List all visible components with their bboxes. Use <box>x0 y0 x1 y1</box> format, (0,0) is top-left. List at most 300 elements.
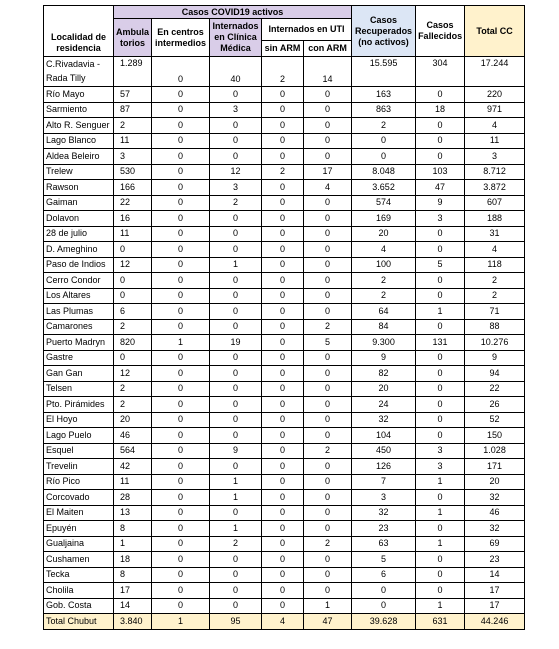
table-row <box>44 490 525 506</box>
total-cc-cell: 220 <box>465 87 525 103</box>
recovered-cell: 2 <box>352 273 416 289</box>
uti-sin-arm-cell: 0 <box>262 397 304 413</box>
deceased-cell: 3 <box>416 459 465 475</box>
deceased-cell: 1 <box>416 304 465 320</box>
deceased-cell: 0 <box>416 133 465 149</box>
deceased-cell: 0 <box>416 149 465 165</box>
intermediate-centers-cell: 0 <box>152 242 210 258</box>
total-cc-cell: 1.028 <box>465 443 525 459</box>
total-cc-cell: 150 <box>465 428 525 444</box>
clinic-cell: 95 <box>210 614 262 630</box>
deceased-cell: 0 <box>416 552 465 568</box>
deceased-cell: 0 <box>416 397 465 413</box>
uti-sin-arm-cell: 0 <box>262 149 304 165</box>
deceased-cell: 1 <box>416 536 465 552</box>
locality-name: El Hoyo <box>44 412 114 428</box>
ambulatory-cell: 11 <box>114 226 152 242</box>
uti-sin-arm-cell: 0 <box>262 552 304 568</box>
ambulatory-cell: 22 <box>114 195 152 211</box>
locality-name: Gaiman <box>44 195 114 211</box>
locality-name: Paso de Indios <box>44 257 114 273</box>
uti-con-arm-cell: 0 <box>304 521 352 537</box>
recovered-cell: 20 <box>352 381 416 397</box>
table-row <box>44 521 525 537</box>
recovered-cell: 2 <box>352 288 416 304</box>
intermediate-centers-cell: 0 <box>152 598 210 614</box>
total-cc-cell: 10.276 <box>465 335 525 351</box>
deceased-cell: 0 <box>416 428 465 444</box>
clinic-cell: 0 <box>210 366 262 382</box>
clinic-cell: 0 <box>210 583 262 599</box>
uti-con-arm-cell: 0 <box>304 583 352 599</box>
recovered-cell: 84 <box>352 319 416 335</box>
locality-name: Pto. Pirámides <box>44 397 114 413</box>
ambulatory-cell: 46 <box>114 428 152 444</box>
total-cc-cell: 11 <box>465 133 525 149</box>
deceased-cell: 1 <box>416 474 465 490</box>
deceased-cell: 3 <box>416 211 465 227</box>
ambulatory-cell: 12 <box>114 366 152 382</box>
recovered-cell: 24 <box>352 397 416 413</box>
uti-sin-arm-header: sin ARM <box>262 41 304 57</box>
uti-sin-arm-cell: 0 <box>262 288 304 304</box>
table-row <box>44 242 525 258</box>
uti-sin-arm-cell: 0 <box>262 133 304 149</box>
locality-name: Telsen <box>44 381 114 397</box>
uti-sin-arm-cell: 0 <box>262 257 304 273</box>
clinic-cell: 0 <box>210 149 262 165</box>
uti-sin-arm-cell: 0 <box>262 381 304 397</box>
uti-sin-arm-cell: 0 <box>262 195 304 211</box>
uti-con-arm-cell: 0 <box>304 490 352 506</box>
uti-sin-arm-cell: 0 <box>262 490 304 506</box>
table-row <box>44 149 525 165</box>
recovered-cell: 4 <box>352 242 416 258</box>
table-header <box>44 6 525 57</box>
clinic-cell: 0 <box>210 288 262 304</box>
clinic-cell: 0 <box>210 381 262 397</box>
ambulatory-cell: 2 <box>114 118 152 134</box>
ambulatory-cell: 2 <box>114 397 152 413</box>
locality-name: Trelew <box>44 164 114 180</box>
recovered-cell: 0 <box>352 149 416 165</box>
locality-name: Los Altares <box>44 288 114 304</box>
recovered-cell: 9.300 <box>352 335 416 351</box>
deceased-cell: 9 <box>416 195 465 211</box>
intermediate-centers-cell: 0 <box>152 552 210 568</box>
ambulatory-cell: 530 <box>114 164 152 180</box>
total-cc-cell: 32 <box>465 490 525 506</box>
clinic-cell: 3 <box>210 102 262 118</box>
uti-con-arm-cell: 0 <box>304 428 352 444</box>
ambulatory-cell: 1.289 <box>114 57 152 87</box>
recovered-cell: 169 <box>352 211 416 227</box>
uti-sin-arm-cell: 0 <box>262 211 304 227</box>
clinic-cell: 0 <box>210 397 262 413</box>
table-row <box>44 319 525 335</box>
deceased-cell: 0 <box>416 412 465 428</box>
deceased-cell: 3 <box>416 443 465 459</box>
intermediate-centers-cell: 0 <box>152 118 210 134</box>
uti-sin-arm-cell: 0 <box>262 87 304 103</box>
recovered-cell: 63 <box>352 536 416 552</box>
uti-con-arm-cell: 0 <box>304 397 352 413</box>
deceased-cell: 1 <box>416 598 465 614</box>
recovered-cell: 5 <box>352 552 416 568</box>
ambulatory-cell: 17 <box>114 583 152 599</box>
covid-cases-table <box>43 5 525 630</box>
active-cases-group-header: Casos COVID19 activos <box>114 6 352 19</box>
deceased-cell: 1 <box>416 505 465 521</box>
total-cc-cell: 17 <box>465 598 525 614</box>
ambulatory-cell: 3 <box>114 149 152 165</box>
uti-sin-arm-cell: 0 <box>262 521 304 537</box>
deceased-cell: 0 <box>416 288 465 304</box>
recovered-cell: 0 <box>352 133 416 149</box>
recovered-cell: 32 <box>352 505 416 521</box>
ambulatory-cell: 28 <box>114 490 152 506</box>
deceased-cell: 0 <box>416 381 465 397</box>
clinic-cell: 0 <box>210 505 262 521</box>
clinic-cell: 0 <box>210 226 262 242</box>
uti-sin-arm-cell: 0 <box>262 583 304 599</box>
table-row <box>44 273 525 289</box>
uti-con-arm-cell: 0 <box>304 474 352 490</box>
clinic-cell: 0 <box>210 242 262 258</box>
clinic-cell: 3 <box>210 180 262 196</box>
table-row <box>44 474 525 490</box>
uti-con-arm-cell: 0 <box>304 552 352 568</box>
uti-sin-arm-cell: 0 <box>262 428 304 444</box>
recovered-cell: 20 <box>352 226 416 242</box>
locality-name: Puerto Madryn <box>44 335 114 351</box>
ambulatory-cell: 16 <box>114 211 152 227</box>
intermediate-centers-cell: 0 <box>152 397 210 413</box>
clinic-cell: 0 <box>210 133 262 149</box>
ambulatory-cell: 2 <box>114 319 152 335</box>
clinic-cell: 2 <box>210 195 262 211</box>
table-row <box>44 335 525 351</box>
total-cc-cell: 4 <box>465 242 525 258</box>
uti-sin-arm-cell: 2 <box>262 57 304 87</box>
clinic-cell: 0 <box>210 350 262 366</box>
total-cc-cell: 3.872 <box>465 180 525 196</box>
recovered-cell: 450 <box>352 443 416 459</box>
total-cc-cell: 22 <box>465 381 525 397</box>
uti-sin-arm-cell: 0 <box>262 118 304 134</box>
uti-con-arm-cell: 0 <box>304 567 352 583</box>
table-body <box>44 57 525 630</box>
uti-group-header: Internados en UTI <box>262 19 352 41</box>
total-cc-cell: 171 <box>465 459 525 475</box>
locality-name: Las Plumas <box>44 304 114 320</box>
recovered-cell: 39.628 <box>352 614 416 630</box>
locality-name: Gastre <box>44 350 114 366</box>
uti-con-arm-cell: 1 <box>304 598 352 614</box>
clinic-cell: 0 <box>210 459 262 475</box>
deceased-cell: 0 <box>416 521 465 537</box>
table-row <box>44 536 525 552</box>
deceased-cell: 131 <box>416 335 465 351</box>
uti-con-arm-cell: 0 <box>304 505 352 521</box>
uti-con-arm-cell: 0 <box>304 304 352 320</box>
ambulatory-cell: 2 <box>114 381 152 397</box>
recovered-cell: 6 <box>352 567 416 583</box>
uti-con-arm-cell: 0 <box>304 459 352 475</box>
clinic-cell: 1 <box>210 490 262 506</box>
recovered-cell: 7 <box>352 474 416 490</box>
ambulatory-cell: 57 <box>114 87 152 103</box>
total-cc-cell: 971 <box>465 102 525 118</box>
uti-con-arm-cell: 0 <box>304 195 352 211</box>
locality-name: Gob. Costa <box>44 598 114 614</box>
locality-name: Rawson <box>44 180 114 196</box>
locality-name: Trevelin <box>44 459 114 475</box>
uti-con-arm-cell: 0 <box>304 350 352 366</box>
intermediate-centers-cell: 0 <box>152 412 210 428</box>
deceased-cell: 18 <box>416 102 465 118</box>
table-row <box>44 381 525 397</box>
intermediate-centers-cell: 0 <box>152 273 210 289</box>
deceased-cell: 0 <box>416 87 465 103</box>
table-row <box>44 57 525 87</box>
clinic-cell: 0 <box>210 412 262 428</box>
intermediate-centers-cell: 0 <box>152 180 210 196</box>
deceased-cell: 0 <box>416 118 465 134</box>
uti-sin-arm-cell: 0 <box>262 598 304 614</box>
deceased-cell: 103 <box>416 164 465 180</box>
recovered-header: Casos Recuperados (no activos) <box>352 6 416 57</box>
total-cc-cell: 4 <box>465 118 525 134</box>
intermediate-centers-cell: 0 <box>152 211 210 227</box>
clinic-cell: 12 <box>210 164 262 180</box>
locality-name: Cushamen <box>44 552 114 568</box>
total-cc-cell: 88 <box>465 319 525 335</box>
total-cc-cell: 118 <box>465 257 525 273</box>
ambulatory-cell: 8 <box>114 567 152 583</box>
table-row <box>44 180 525 196</box>
recovered-cell: 163 <box>352 87 416 103</box>
clinic-cell: 0 <box>210 428 262 444</box>
table-row <box>44 226 525 242</box>
total-cc-cell: 46 <box>465 505 525 521</box>
clinic-cell: 0 <box>210 319 262 335</box>
clinic-cell: 0 <box>210 552 262 568</box>
locality-name: Río Pico <box>44 474 114 490</box>
locality-name: El Maiten <box>44 505 114 521</box>
table-row <box>44 397 525 413</box>
total-cc-cell: 31 <box>465 226 525 242</box>
recovered-cell: 0 <box>352 583 416 599</box>
intermediate-centers-cell: 0 <box>152 567 210 583</box>
clinic-cell: 1 <box>210 521 262 537</box>
intermediate-centers-cell: 0 <box>152 505 210 521</box>
uti-sin-arm-cell: 0 <box>262 505 304 521</box>
intermediate-centers-cell: 0 <box>152 474 210 490</box>
clinic-cell: 40 <box>210 57 262 87</box>
deceased-cell: 0 <box>416 583 465 599</box>
intermediate-centers-cell: 0 <box>152 381 210 397</box>
uti-con-arm-cell: 0 <box>304 242 352 258</box>
table-row <box>44 459 525 475</box>
ambulatory-cell: 166 <box>114 180 152 196</box>
uti-con-arm-cell: 0 <box>304 118 352 134</box>
clinic-cell: 0 <box>210 211 262 227</box>
uti-con-arm-cell: 2 <box>304 443 352 459</box>
intermediate-centers-cell: 0 <box>152 149 210 165</box>
recovered-cell: 100 <box>352 257 416 273</box>
total-cc-cell: 26 <box>465 397 525 413</box>
ambulatory-cell: 0 <box>114 350 152 366</box>
clinic-cell: 19 <box>210 335 262 351</box>
intermediate-centers-cell: 0 <box>152 304 210 320</box>
uti-sin-arm-cell: 0 <box>262 443 304 459</box>
recovered-cell: 3 <box>352 490 416 506</box>
intermediate-centers-cell: 0 <box>152 195 210 211</box>
locality-name: Sarmiento <box>44 102 114 118</box>
deceased-cell: 304 <box>416 57 465 87</box>
deceased-cell: 47 <box>416 180 465 196</box>
locality-name: Epuyén <box>44 521 114 537</box>
table-row <box>44 552 525 568</box>
deceased-header: Casos Fallecidos <box>416 6 465 57</box>
recovered-cell: 82 <box>352 366 416 382</box>
intermediate-centers-cell: 0 <box>152 133 210 149</box>
recovered-cell: 32 <box>352 412 416 428</box>
intermediate-centers-cell: 1 <box>152 614 210 630</box>
intermediate-centers-cell: 0 <box>152 350 210 366</box>
uti-sin-arm-cell: 0 <box>262 567 304 583</box>
intermediate-centers-cell: 0 <box>152 226 210 242</box>
ambulatory-cell: 6 <box>114 304 152 320</box>
locality-header: Localidad de residencia <box>44 6 114 57</box>
uti-sin-arm-cell: 0 <box>262 273 304 289</box>
uti-sin-arm-cell: 0 <box>262 366 304 382</box>
uti-sin-arm-cell: 0 <box>262 536 304 552</box>
ambulatory-cell: 820 <box>114 335 152 351</box>
intermediate-centers-cell: 0 <box>152 490 210 506</box>
table-row <box>44 164 525 180</box>
deceased-cell: 0 <box>416 567 465 583</box>
clinic-cell: 0 <box>210 304 262 320</box>
intermediate-centers-cell: 0 <box>152 102 210 118</box>
total-cc-cell: 9 <box>465 350 525 366</box>
uti-con-arm-cell: 0 <box>304 133 352 149</box>
recovered-cell: 0 <box>352 598 416 614</box>
intermediate-centers-cell: 0 <box>152 87 210 103</box>
deceased-cell: 5 <box>416 257 465 273</box>
uti-con-arm-cell: 0 <box>304 149 352 165</box>
deceased-cell: 0 <box>416 273 465 289</box>
total-cc-cell: 2 <box>465 288 525 304</box>
total-cc-header: Total CC <box>465 6 525 57</box>
locality-name: Tecka <box>44 567 114 583</box>
ambulatory-cell: 1 <box>114 536 152 552</box>
clinic-cell: 1 <box>210 474 262 490</box>
uti-con-arm-cell: 4 <box>304 180 352 196</box>
uti-con-arm-cell: 47 <box>304 614 352 630</box>
uti-con-arm-cell: 17 <box>304 164 352 180</box>
total-cc-cell: 52 <box>465 412 525 428</box>
ambulatory-cell: 8 <box>114 521 152 537</box>
total-cc-cell: 8.712 <box>465 164 525 180</box>
table-row <box>44 598 525 614</box>
table-row <box>44 366 525 382</box>
deceased-cell: 0 <box>416 319 465 335</box>
locality-name: Río Mayo <box>44 87 114 103</box>
table-row <box>44 195 525 211</box>
intermediate-centers-header: En centros intermedios <box>152 19 210 57</box>
ambulatory-cell: 18 <box>114 552 152 568</box>
ambulatory-cell: 20 <box>114 412 152 428</box>
clinic-cell: 2 <box>210 536 262 552</box>
locality-name: D. Ameghino <box>44 242 114 258</box>
recovered-cell: 574 <box>352 195 416 211</box>
total-cc-cell: 44.246 <box>465 614 525 630</box>
total-cc-cell: 32 <box>465 521 525 537</box>
total-cc-cell: 20 <box>465 474 525 490</box>
deceased-cell: 0 <box>416 490 465 506</box>
total-cc-cell: 17 <box>465 583 525 599</box>
uti-sin-arm-cell: 0 <box>262 350 304 366</box>
table-row <box>44 583 525 599</box>
ambulatory-cell: 0 <box>114 288 152 304</box>
deceased-cell: 0 <box>416 366 465 382</box>
intermediate-centers-cell: 0 <box>152 288 210 304</box>
ambulatory-header: Ambula torios <box>114 19 152 57</box>
intermediate-centers-cell: 0 <box>152 443 210 459</box>
uti-con-arm-cell: 0 <box>304 273 352 289</box>
table-row <box>44 118 525 134</box>
intermediate-centers-cell: 0 <box>152 428 210 444</box>
table-row <box>44 257 525 273</box>
recovered-cell: 126 <box>352 459 416 475</box>
locality-name: Dolavon <box>44 211 114 227</box>
clinic-cell: 0 <box>210 567 262 583</box>
uti-con-arm-cell: 0 <box>304 87 352 103</box>
ambulatory-cell: 564 <box>114 443 152 459</box>
locality-name: Gan Gan <box>44 366 114 382</box>
uti-sin-arm-cell: 0 <box>262 474 304 490</box>
uti-con-arm-cell: 0 <box>304 257 352 273</box>
locality-name: Alto R. Senguer <box>44 118 114 134</box>
uti-sin-arm-cell: 0 <box>262 102 304 118</box>
total-cc-cell: 69 <box>465 536 525 552</box>
clinic-cell: 0 <box>210 273 262 289</box>
ambulatory-cell: 14 <box>114 598 152 614</box>
intermediate-centers-cell: 0 <box>152 257 210 273</box>
locality-name: Corcovado <box>44 490 114 506</box>
intermediate-centers-cell: 0 <box>152 459 210 475</box>
recovered-cell: 863 <box>352 102 416 118</box>
intermediate-centers-cell: 0 <box>152 57 210 87</box>
table-row <box>44 87 525 103</box>
recovered-cell: 9 <box>352 350 416 366</box>
clinic-cell: 0 <box>210 87 262 103</box>
uti-con-arm-cell: 14 <box>304 57 352 87</box>
locality-name: C.Rivadavia - Rada Tilly <box>44 57 114 87</box>
ambulatory-cell: 0 <box>114 242 152 258</box>
ambulatory-cell: 3.840 <box>114 614 152 630</box>
recovered-cell: 15.595 <box>352 57 416 87</box>
locality-name: Gualjaina <box>44 536 114 552</box>
total-cc-cell: 188 <box>465 211 525 227</box>
table-row <box>44 211 525 227</box>
uti-con-arm-cell: 2 <box>304 536 352 552</box>
uti-sin-arm-cell: 4 <box>262 614 304 630</box>
locality-name: Lago Puelo <box>44 428 114 444</box>
total-row <box>44 614 525 630</box>
